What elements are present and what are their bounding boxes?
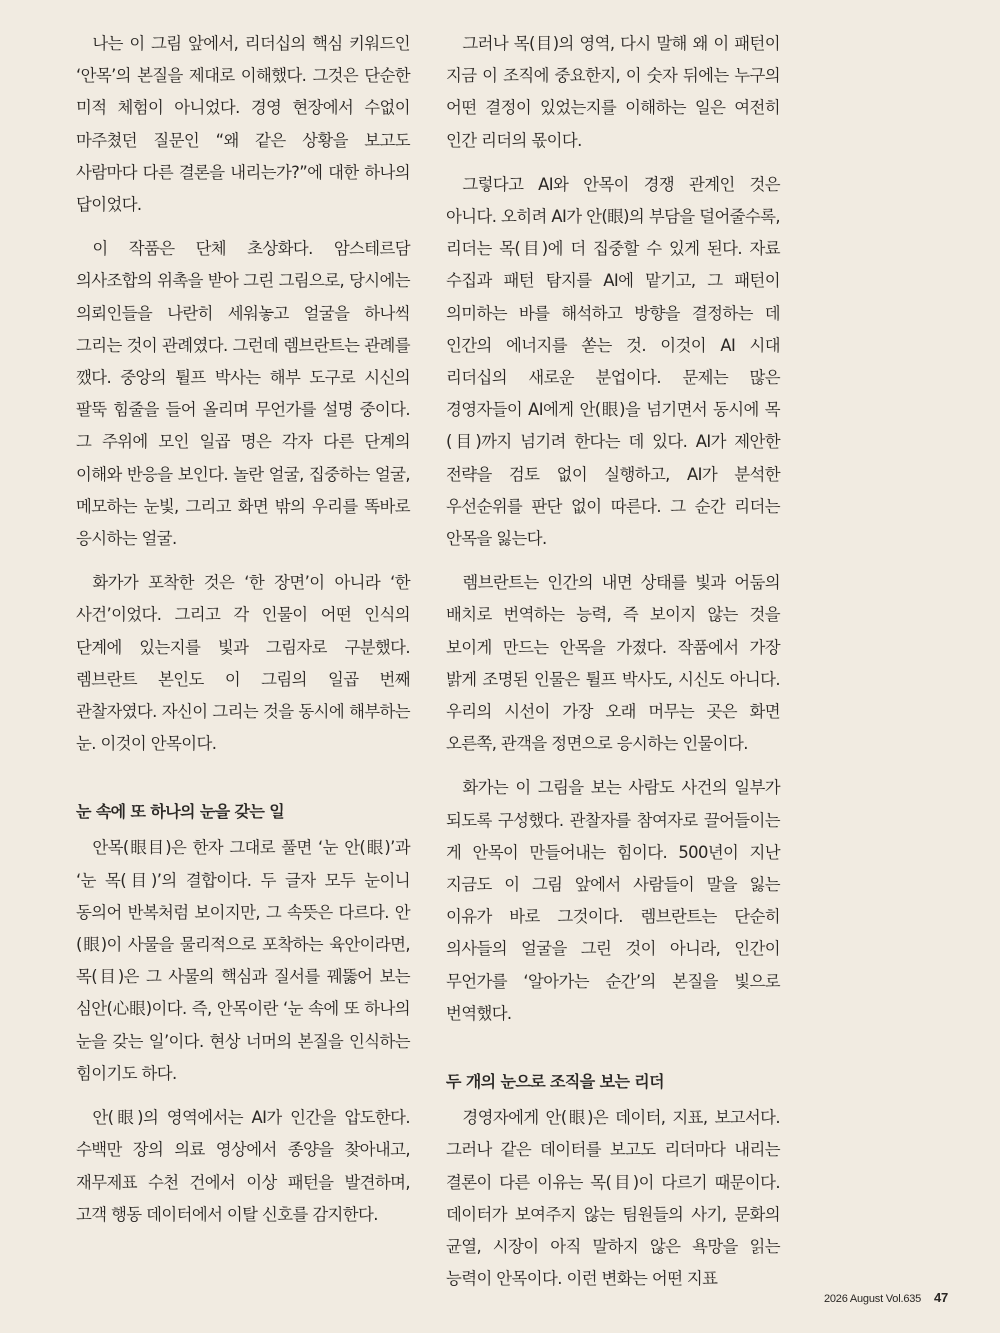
body-paragraph: 화가는 이 그림을 보는 사람도 사건의 일부가 되도록 구성했다. 관찰자를 참여자로 끌어들이는 게 안목이 만들어내는 힘이다. 500년이 지난 지금도 이 그림 앞에서 사람들이 말을 잃는 이유가 바로 그것이다. 렘브란트는 단순히 의사들의 얼굴을 그린 것이 아니라, 인간이 무언가를 ‘알아가는 순간’의 본질을 빛으로 번역했다. xyxy=(446,778,780,1023)
issue-label: 2026 August Vol.635 xyxy=(823,1293,922,1305)
left-column xyxy=(76,28,410,1243)
section-heading: 눈 속에 또 하나의 눈을 갖는 일 xyxy=(76,802,285,822)
section-heading: 두 개의 눈으로 조직을 보는 리더 xyxy=(446,1072,664,1092)
body-paragraph: 안(眼)의 영역에서는 AI가 인간을 압도한다. 수백만 장의 의료 영상에서 종양을 찾아내고, 재무제표 수천 건에서 이상 패턴을 발견하며, 고객 행동 데이터에서 이탈 신호를 감지한다. xyxy=(76,1108,410,1224)
body-paragraph: 안목(眼目)은 한자 그대로 풀면 ‘눈 안(眼)’과 ‘눈 목(目)’의 결합이다. 두 글자 모두 눈이니 동의어 반복처럼 보이지만, 그 속뜻은 다르다. 안(眼)이 사물을 물리적으로 포착하는 육안이라면, 목(目)은 그 사물의 핵심과 질서를 꿰뚫어 보는 심안(心眼)이다. 즉, 안목이란 ‘눈 속에 또 하나의 눈을 갖는 일’이다. 현상 너머의 본질을 인식하는 힘이기도 하다. xyxy=(76,838,410,1083)
body-paragraph: 그렇다고 AI와 안목이 경쟁 관계인 것은 아니다. 오히려 AI가 안(眼)의 부담을 덜어줄수록, 리더는 목(目)에 더 집중할 수 있게 된다. 자료 수집과 패턴 탐지를 AI에 맡기고, 그 패턴이 의미하는 바를 해석하고 방향을 결정하는 데 인간의 에너지를 쏟는 것. 이것이 AI 시대 리더십의 새로운 분업이다. 문제는 많은 경영자들이 AI에게 안(眼)을 넘기면서 동시에 목(目)까지 넘기려 한다는 데 있다. AI가 제안한 전략을 검토 없이 실행하고, AI가 분석한 우선순위를 판단 없이 따른다. 그 순간 리더는 안목을 잃는다. xyxy=(446,174,780,549)
body-paragraph: 경영자에게 안(眼)은 데이터, 지표, 보고서다. 그러나 같은 데이터를 보고도 리더마다 내리는 결론이 다른 이유는 목(目)이 다르기 때문이다. 데이터가 보여주지 않는 팀원들의 사기, 문화의 균열, 시장이 아직 말하지 않은 욕망을 읽는 능력이 안목이다. 이런 변화는 어떤 지표 xyxy=(446,1108,780,1289)
body-paragraph: 그러나 목(目)의 영역, 다시 말해 왜 이 패턴이 지금 이 조직에 중요한지, 이 숫자 뒤에는 누구의 어떤 결정이 있었는지를 이해하는 일은 여전히 인간 리더의 몫이다. xyxy=(446,34,780,150)
body-paragraph: 이 작품은 단체 초상화다. 암스테르담 의사조합의 위촉을 받아 그린 그림으로, 당시에는 의뢰인들을 나란히 세워놓고 얼굴을 하나씩 그리는 것이 관례였다. 그런데 렘브란트는 관례를 깼다. 중앙의 튈프 박사는 해부 도구로 시신의 팔뚝 힘줄을 들어 올리며 무언가를 설명 중이다. 그 주위에 모인 일곱 명은 각자 다른 단계의 이해와 반응을 보인다. 놀란 얼굴, 집중하는 얼굴, 메모하는 눈빛, 그리고 화면 밖의 우리를 똑바로 응시하는 얼굴. xyxy=(76,239,410,549)
body-paragraph: 렘브란트는 인간의 내면 상태를 빛과 어둠의 배치로 번역하는 능력, 즉 보이지 않는 것을 보이게 만드는 안목을 가졌다. 작품에서 가장 밝게 조명된 인물은 튈프 박사도, 시신도 아니다. 우리의 시선이 가장 오래 머무는 곳은 화면 오른쪽, 관객을 정면으로 응시하는 인물이다. xyxy=(446,573,780,754)
right-column xyxy=(446,28,780,1307)
body-paragraph: 화가가 포착한 것은 ‘한 장면’이 아니라 ‘한 사건’이었다. 그리고 각 인물이 어떤 인식의 단계에 있는지를 빛과 그림자로 구분했다. 렘브란트 본인도 이 그림의 일곱 번째 관찰자였다. 자신이 그리는 것을 동시에 해부하는 눈. 이것이 안목이다. xyxy=(76,573,410,754)
page-footer xyxy=(824,1290,948,1305)
body-paragraph: 나는 이 그림 앞에서, 리더십의 핵심 키워드인 ‘안목’의 본질을 제대로 이해했다. 그것은 단순한 미적 체험이 아니었다. 경영 현장에서 수없이 마주쳤던 질문인 “왜 같은 상황을 보고도 사람마다 다른 결론을 내리는가?”에 대한 하나의 답이었다. xyxy=(76,34,410,215)
page-number: 47 xyxy=(933,1290,948,1305)
